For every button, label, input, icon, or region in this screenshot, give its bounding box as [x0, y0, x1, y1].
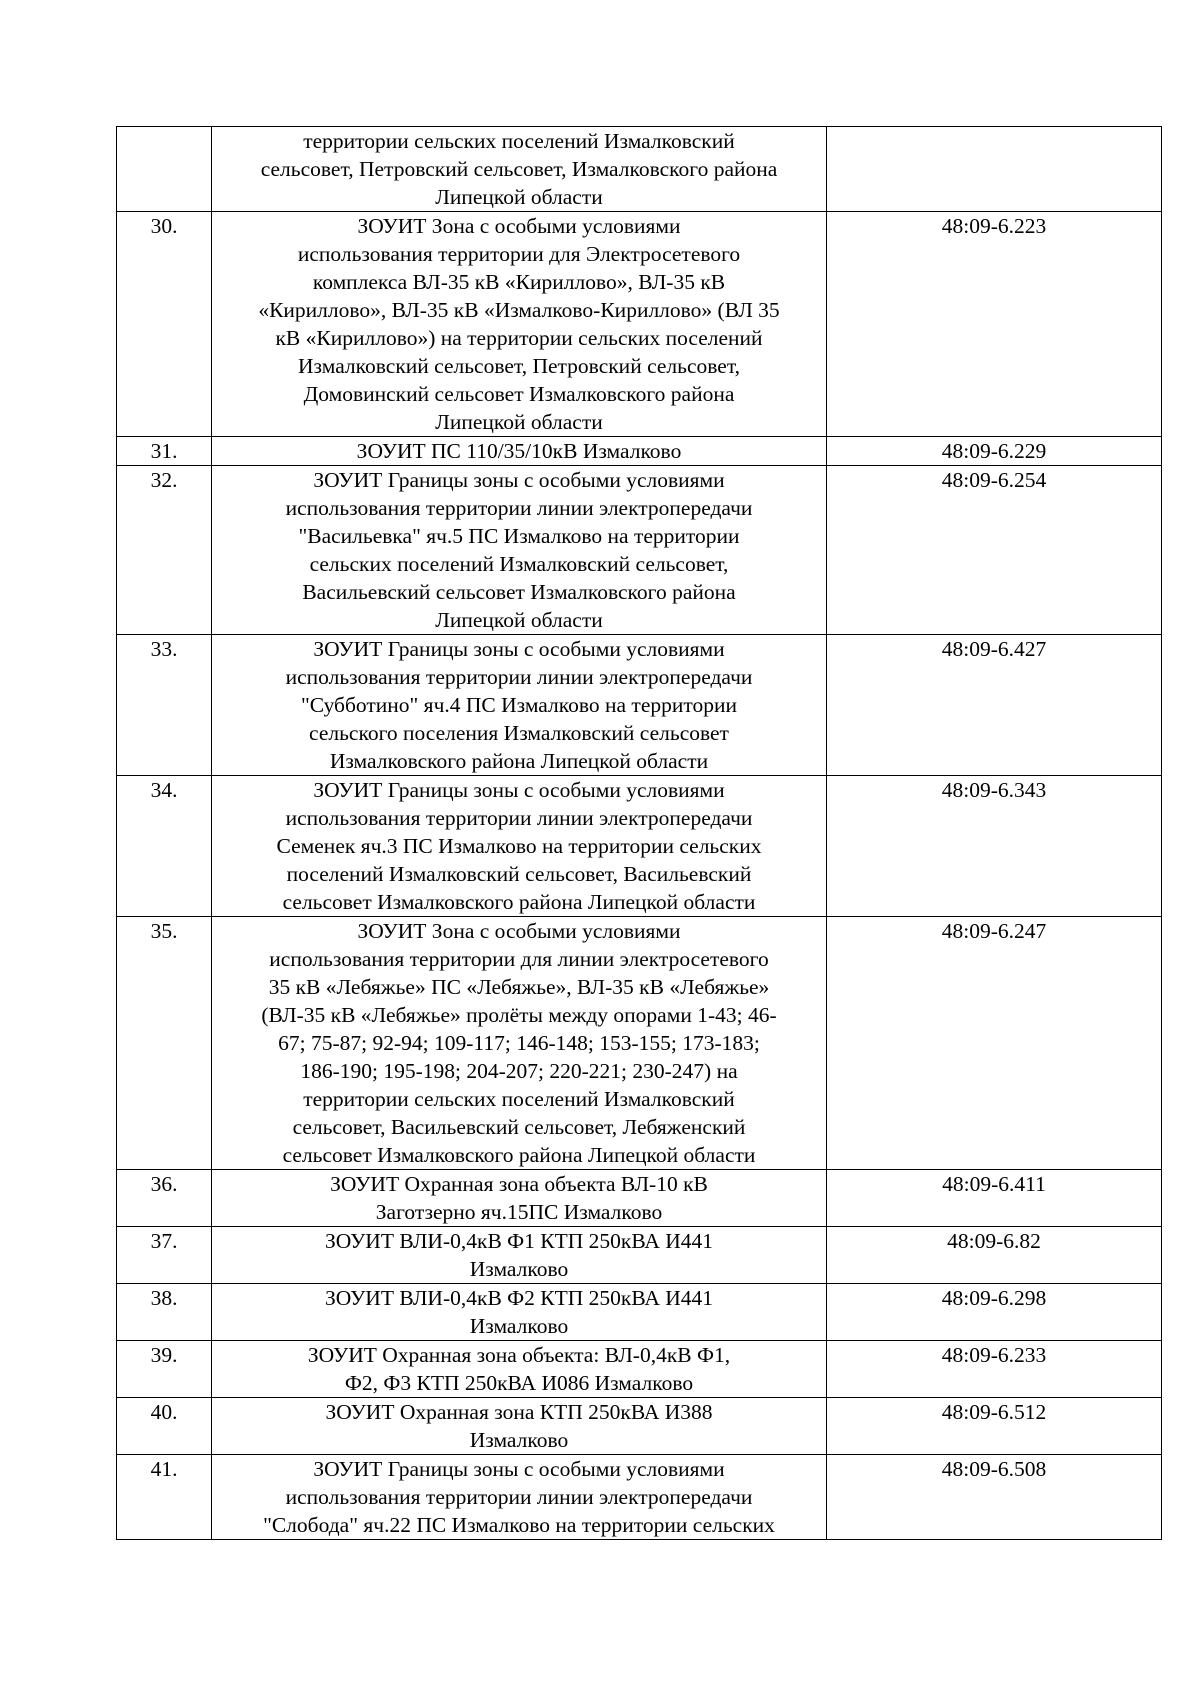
zone-name-cell — [212, 1341, 827, 1398]
zone-name-line: "Субботино" яч.4 ПС Измалково на территории — [300, 693, 737, 717]
row-number-cell: 32. — [117, 466, 212, 635]
zone-name-line: ЗОУИТ Границы зоны с особыми условиями — [313, 468, 725, 492]
row-number-cell — [117, 127, 212, 212]
zone-name-line: ЗОУИТ Охранная зона объекта: ВЛ-0,4кВ Ф1, — [307, 1343, 731, 1367]
table-row — [117, 1170, 1162, 1227]
zone-name-line: ЗОУИТ Границы зоны с особыми условиями — [313, 637, 725, 661]
zone-name-line: 67; 75-87; 92-94; 109-117; 146-148; 153-155; 173-183; — [278, 1031, 760, 1055]
zone-name-line: сельсовет Измалковского района Липецкой области — [282, 890, 756, 914]
zone-name-cell — [212, 635, 827, 776]
zone-name-line: Васильевский сельсовет Измалковского района — [302, 580, 736, 604]
registry-number-cell: 48:09-6.427 — [827, 635, 1162, 776]
zone-name-line: использования территории для линии электросетевого — [269, 947, 769, 971]
registry-number-cell: 48:09-6.508 — [827, 1455, 1162, 1540]
registry-number-cell: 48:09-6.82 — [827, 1227, 1162, 1284]
table-row — [117, 776, 1162, 917]
zone-name-line: ЗОУИТ Охранная зона объекта ВЛ-10 кВ — [330, 1172, 708, 1196]
zone-name-line: «Кириллово», ВЛ-35 кВ «Измалково-Кириллово» (ВЛ 35 — [258, 298, 780, 322]
registry-number-cell: 48:09-6.247 — [827, 917, 1162, 1170]
table-row — [117, 127, 1162, 212]
table-row — [117, 1455, 1162, 1540]
zone-name-line: комплекса ВЛ-35 кВ «Кириллово», ВЛ-35 кВ — [312, 270, 726, 294]
registry-number-cell: 48:09-6.233 — [827, 1341, 1162, 1398]
zone-name-cell — [212, 437, 827, 466]
zone-name-line: сельских поселений Измалковский сельсовет, — [309, 552, 729, 576]
table-row — [117, 1398, 1162, 1455]
row-number-cell: 35. — [117, 917, 212, 1170]
zone-name-cell — [212, 1398, 827, 1455]
zone-name-line: сельского поселения Измалковский сельсовет — [309, 721, 729, 745]
zone-name-line: 35 кВ «Лебяжье» ПС «Лебяжье», ВЛ-35 кВ «Лебяжье» — [268, 975, 770, 999]
row-number-cell: 37. — [117, 1227, 212, 1284]
table-row — [117, 212, 1162, 437]
zone-name-line: Измалковский сельсовет, Петровский сельсовет, — [298, 354, 740, 378]
zones-table — [116, 126, 1162, 1540]
zone-name-line: сельсовет, Васильевский сельсовет, Лебяженский — [292, 1115, 746, 1139]
zone-name-line: ЗОУИТ Границы зоны с особыми условиями — [313, 778, 725, 802]
row-number-cell: 33. — [117, 635, 212, 776]
zone-name-cell — [212, 127, 827, 212]
zone-name-cell — [212, 1227, 827, 1284]
zone-name-line: ЗОУИТ Охранная зона КТП 250кВА И388 — [325, 1400, 713, 1424]
row-number-cell: 39. — [117, 1341, 212, 1398]
zone-name-cell — [212, 1284, 827, 1341]
zone-name-line: использования территории линии электропередачи — [285, 806, 753, 830]
zone-name-cell — [212, 212, 827, 437]
zone-name-line: Заготзерно яч.15ПС Измалково — [375, 1200, 663, 1224]
row-number-cell: 34. — [117, 776, 212, 917]
zone-name-line: ЗОУИТ ПС 110/35/10кВ Измалково — [356, 439, 682, 463]
zone-name-line: территории сельских поселений Измалковский — [303, 129, 735, 153]
zone-name-line: ЗОУИТ ВЛИ-0,4кВ Ф2 КТП 250кВА И441 — [324, 1286, 714, 1310]
zone-name-line: использования территории линии электропередачи — [285, 1485, 753, 1509]
zone-name-line: Липецкой области — [435, 410, 603, 434]
zone-name-line: Семенек яч.3 ПС Измалково на территории сельских — [276, 834, 762, 858]
row-number-cell: 38. — [117, 1284, 212, 1341]
zone-name-line: Липецкой области — [435, 608, 603, 632]
zone-name-line: (ВЛ-35 кВ «Лебяжье» пролёты между опорами 1-43; 46- — [261, 1003, 777, 1027]
registry-number-cell: 48:09-6.343 — [827, 776, 1162, 917]
registry-number-cell: 48:09-6.411 — [827, 1170, 1162, 1227]
zone-name-line: территории сельских поселений Измалковский — [303, 1087, 735, 1111]
table-row — [117, 1227, 1162, 1284]
row-number-cell: 36. — [117, 1170, 212, 1227]
zone-name-line: ЗОУИТ ВЛИ-0,4кВ Ф1 КТП 250кВА И441 — [324, 1229, 714, 1253]
zone-name-cell — [212, 1170, 827, 1227]
zone-name-cell — [212, 466, 827, 635]
registry-number-cell: 48:09-6.223 — [827, 212, 1162, 437]
zone-name-line: "Васильевка" яч.5 ПС Измалково на территории — [298, 524, 740, 548]
zone-name-line: использования территории для Электросетевого — [297, 242, 741, 266]
registry-number-cell: 48:09-6.298 — [827, 1284, 1162, 1341]
row-number-cell: 30. — [117, 212, 212, 437]
zone-name-line: Измалково — [469, 1428, 569, 1452]
zone-name-line: поселений Измалковский сельсовет, Васильевский — [286, 862, 752, 886]
zone-name-line: "Слобода" яч.22 ПС Измалково на территории сельских — [263, 1513, 775, 1537]
table-row — [117, 1284, 1162, 1341]
zone-name-line: 186-190; 195-198; 204-207; 220-221; 230-247) на — [300, 1059, 738, 1083]
row-number-cell: 41. — [117, 1455, 212, 1540]
table-row — [117, 466, 1162, 635]
zone-name-line: кВ «Кириллово») на территории сельских поселений — [275, 326, 763, 350]
zone-name-line: Домовинский сельсовет Измалковского района — [303, 382, 735, 406]
registry-number-cell: 48:09-6.512 — [827, 1398, 1162, 1455]
table-row — [117, 635, 1162, 776]
table-row — [117, 437, 1162, 466]
row-number-cell: 40. — [117, 1398, 212, 1455]
table-row — [117, 917, 1162, 1170]
registry-number-cell: 48:09-6.254 — [827, 466, 1162, 635]
zone-name-line: Измалковского района Липецкой области — [329, 749, 709, 773]
zone-name-cell — [212, 917, 827, 1170]
zone-name-line: ЗОУИТ Зона с особыми условиями — [357, 214, 681, 238]
zone-name-line: Измалково — [469, 1257, 569, 1281]
zones-table-body — [117, 127, 1162, 1540]
zone-name-line: Ф2, Ф3 КТП 250кВА И086 Измалково — [344, 1371, 694, 1395]
zone-name-line: ЗОУИТ Границы зоны с особыми условиями — [313, 1457, 725, 1481]
row-number-cell: 31. — [117, 437, 212, 466]
registry-number-cell — [827, 127, 1162, 212]
zone-name-line: использования территории линии электропередачи — [285, 496, 753, 520]
registry-number-cell: 48:09-6.229 — [827, 437, 1162, 466]
zone-name-line: ЗОУИТ Зона с особыми условиями — [357, 919, 681, 943]
table-row — [117, 1341, 1162, 1398]
zone-name-line: Липецкой области — [435, 185, 603, 209]
zone-name-line: Измалково — [469, 1314, 569, 1338]
zone-name-line: сельсовет, Петровский сельсовет, Измалковского района — [260, 157, 778, 181]
zone-name-line: сельсовет Измалковского района Липецкой области — [282, 1143, 756, 1167]
zone-name-cell — [212, 1455, 827, 1540]
zone-name-cell — [212, 776, 827, 917]
zone-name-line: использования территории линии электропередачи — [285, 665, 753, 689]
